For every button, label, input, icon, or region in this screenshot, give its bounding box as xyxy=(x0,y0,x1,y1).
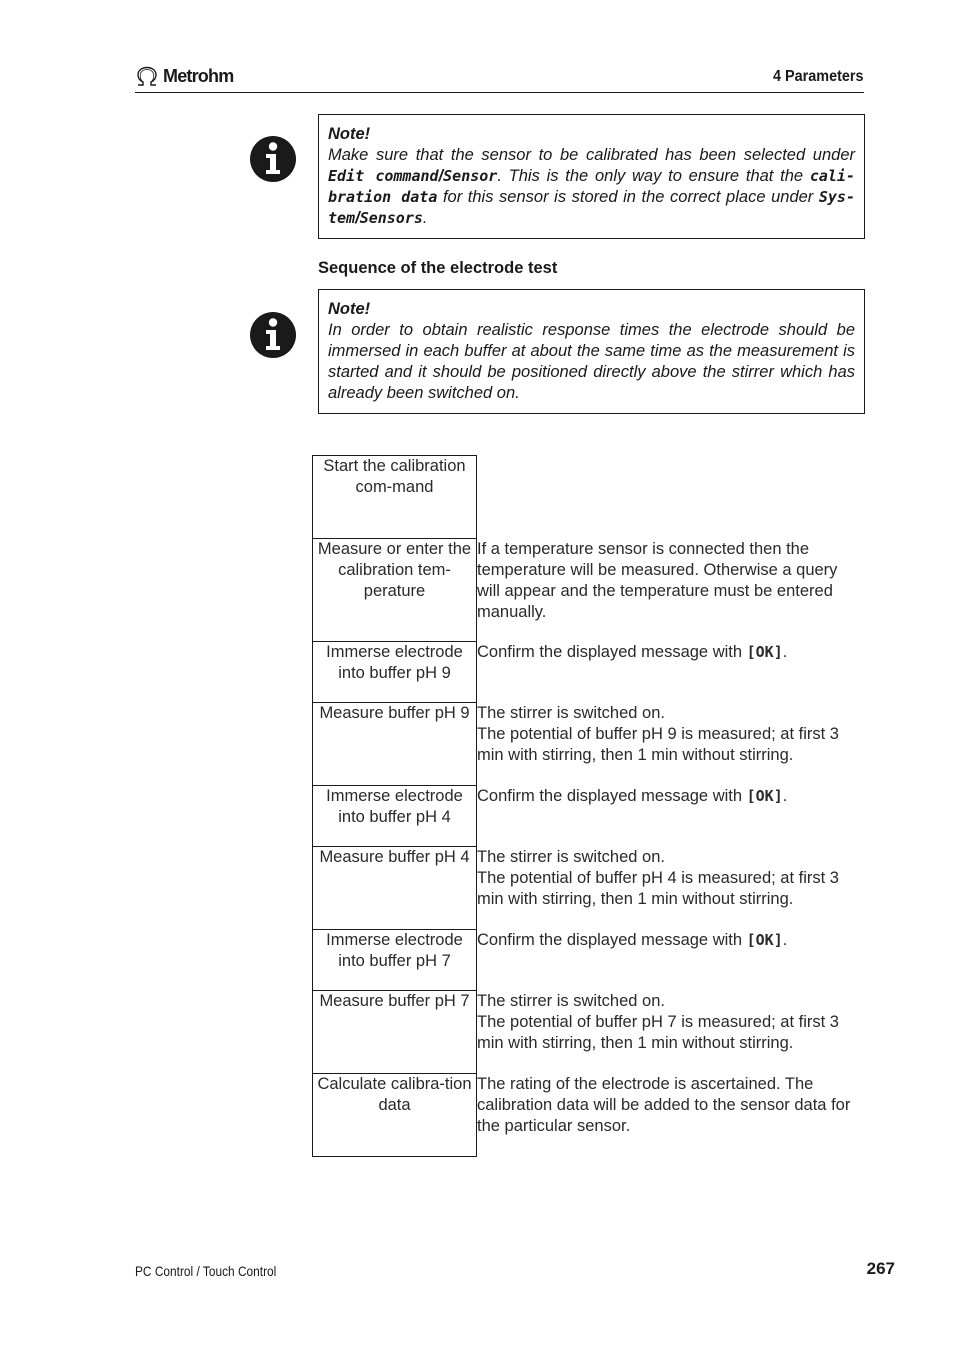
note-title: Note! xyxy=(328,300,371,318)
description-text: The potential of buffer pH 4 is measured; at first 3 min with stirring, then 1 min without stirring. xyxy=(477,868,839,908)
omega-icon xyxy=(135,66,159,86)
description-text: Confirm the displayed message with xyxy=(477,930,747,949)
table-row xyxy=(313,642,864,703)
description-cell: The rating of the electrode is ascertained. The calibration data will be added to the sensor data for the particular sensor. xyxy=(477,1074,851,1135)
description-text: The stirrer is switched on. xyxy=(477,703,665,722)
description-cell xyxy=(477,847,864,930)
description-text: . xyxy=(782,930,788,949)
table-row xyxy=(313,456,864,539)
ok-key: [OK] xyxy=(746,786,783,805)
ok-key: [OK] xyxy=(746,642,783,661)
page-number: 267 xyxy=(866,1259,895,1278)
description-text: . xyxy=(782,642,788,661)
description-cell xyxy=(477,642,864,703)
step-cell: Immerse electrode into buffer pH 7 xyxy=(313,930,477,991)
note-text: . xyxy=(422,209,428,227)
step-cell: Immerse electrode into buffer pH 9 xyxy=(313,642,477,703)
note-text: . This is the only way to ensure that the xyxy=(497,167,810,185)
command-name: Sensor xyxy=(443,167,498,185)
metrohm-logo xyxy=(135,64,233,88)
step-cell: Start the calibration com-mand xyxy=(313,456,477,539)
separator: / xyxy=(438,167,444,185)
step-cell: Calculate calibra-tion data xyxy=(313,1074,477,1157)
table-row xyxy=(313,847,864,930)
description-cell xyxy=(477,930,864,991)
command-name: Sensors xyxy=(359,209,423,227)
step-cell: Immerse electrode into buffer pH 4 xyxy=(313,786,477,847)
info-icon xyxy=(249,311,297,359)
logo-text: Metrohm xyxy=(163,65,234,86)
description-cell xyxy=(477,786,864,847)
note-body xyxy=(328,145,855,229)
table-row xyxy=(313,703,864,786)
note-body: In order to obtain realistic response times the electrode should be immersed in each buffer at about the same time as the measurement is started and it should be positioned directly above the stirrer which has already been switched on. xyxy=(328,321,855,402)
section-heading: Sequence of the electrode test xyxy=(318,259,558,277)
chapter-title: 4 Parameters xyxy=(773,68,864,85)
description-text: Confirm the displayed message with xyxy=(477,642,747,661)
page-header xyxy=(135,62,864,93)
separator: / xyxy=(355,209,360,227)
description-text: Confirm the displayed message with xyxy=(477,786,747,805)
info-icon xyxy=(249,135,297,183)
description-cell xyxy=(477,456,864,539)
description-text: The potential of buffer pH 9 is measured; at first 3 min with stirring, then 1 min without stirring. xyxy=(477,724,839,764)
table-row xyxy=(313,539,864,642)
ok-key: [OK] xyxy=(746,930,783,949)
description-cell: If a temperature sensor is connected then the temperature will be measured. Otherwise a query will appear and the temperature must be entered manually. xyxy=(477,539,838,621)
step-cell: Measure buffer pH 7 xyxy=(313,991,477,1074)
footer-product-name: PC Control / Touch Control xyxy=(135,1263,277,1279)
description-text: The potential of buffer pH 7 is measured; at first 3 min with stirring, then 1 min without stirring. xyxy=(477,1012,839,1052)
note-title: Note! xyxy=(328,125,371,143)
table-row xyxy=(313,786,864,847)
note-box-electrode xyxy=(318,289,865,414)
step-cell: Measure buffer pH 9 xyxy=(313,703,477,786)
description-text: The stirrer is switched on. xyxy=(477,991,665,1010)
description-text: The stirrer is switched on. xyxy=(477,847,665,866)
table-row xyxy=(313,991,864,1074)
note-box-sensor xyxy=(318,114,865,239)
table-row xyxy=(313,930,864,991)
command-name: Edit command xyxy=(328,167,439,185)
description-cell xyxy=(477,991,864,1074)
description-text: . xyxy=(782,786,788,805)
note-text: Make sure that the sensor to be calibrated has been selected under xyxy=(328,146,855,164)
command-name: Sys-tem xyxy=(328,188,855,227)
table-row xyxy=(313,1074,864,1157)
step-cell: Measure buffer pH 4 xyxy=(313,847,477,930)
electrode-test-steps-table xyxy=(312,455,864,1157)
command-name: cali-bration data xyxy=(328,167,855,206)
description-cell xyxy=(477,703,864,786)
step-cell: Measure or enter the calibration tem-perature xyxy=(313,539,477,642)
note-text: for this sensor is stored in the correct place under xyxy=(437,188,819,206)
